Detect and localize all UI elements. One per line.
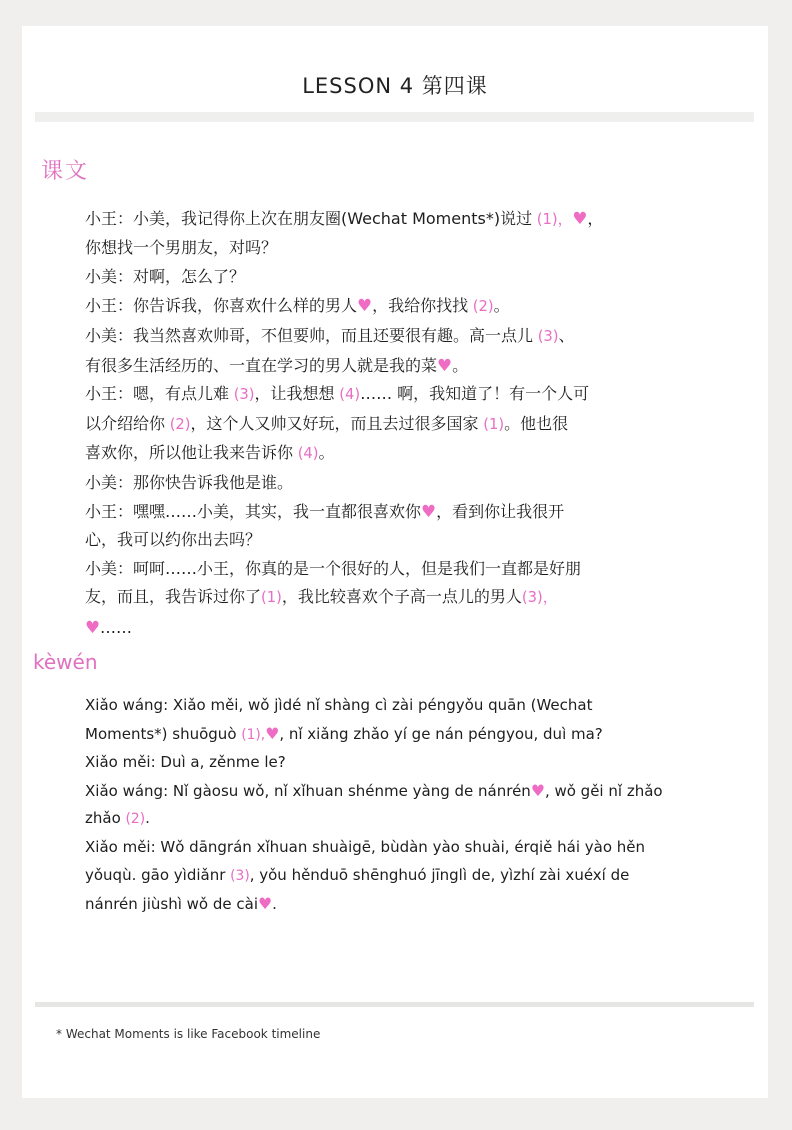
dialogue-line bbox=[85, 380, 725, 409]
dialogue-line bbox=[85, 291, 725, 321]
dialogue-line bbox=[85, 862, 725, 891]
reference-number: (1) bbox=[261, 589, 282, 607]
dialogue-text: , wǒ gěi nǐ zhǎo bbox=[544, 781, 663, 800]
dialogue-text: 小美：对啊，怎么了？ bbox=[85, 266, 246, 286]
dialogue-text: , yǒu hěnduō shēnghuó jīnglì de, yìzhí zài xuéxí de bbox=[249, 865, 630, 884]
reference-number: (1), bbox=[241, 726, 266, 743]
dialogue-text: 。 bbox=[318, 443, 335, 463]
dialogue-text: 友，而且，我告诉过你了 bbox=[85, 587, 262, 607]
dialogue-text: 小美：呵呵……小王，你真的是一个很好的人，但是我们一直都是好朋 bbox=[85, 558, 582, 578]
section-heading-chinese: 课文 bbox=[41, 159, 90, 184]
dialogue-line bbox=[85, 720, 725, 750]
document-page bbox=[22, 26, 768, 1098]
reference-number: (2) bbox=[125, 811, 146, 828]
heart-icon: ♥ bbox=[530, 780, 545, 800]
dialogue-line bbox=[85, 234, 725, 262]
header-divider bbox=[35, 112, 754, 122]
dialogue-text: 心，我可以约你出去吗？ bbox=[85, 530, 262, 550]
dialogue-line bbox=[85, 204, 725, 234]
reference-number: (4) bbox=[293, 445, 319, 463]
dialogue-line bbox=[85, 692, 725, 720]
dialogue-text: . bbox=[272, 895, 277, 914]
dialogue-text: ，这个人又帅又好玩，而且去过很多国家 bbox=[190, 413, 479, 433]
dialogue-line bbox=[85, 322, 725, 351]
dialogue-text: 小王：嘿嘿……小美，其实，我一直都很喜欢你 bbox=[85, 502, 422, 522]
dialogue-line bbox=[85, 469, 725, 497]
dialogue-text: Xiǎo wáng: Nǐ gàosu wǒ, nǐ xǐhuan shénme yàng de nánrén bbox=[85, 781, 531, 800]
section-heading-pinyin: kèwén bbox=[33, 650, 98, 674]
heart-icon: ♥ bbox=[437, 355, 453, 376]
reference-number: (1) bbox=[478, 415, 505, 433]
dialogue-text: 小王：小美，我记得你上次在朋友圈(Wechat Moments*)说过 bbox=[85, 209, 533, 228]
dialogue-text: ， bbox=[587, 209, 604, 228]
dialogue-text: 小王：嗯，有点儿难 bbox=[85, 384, 230, 404]
reference-number: (3) bbox=[229, 386, 255, 404]
reference-number: (1)， bbox=[532, 211, 573, 228]
heart-icon: ♥ bbox=[85, 616, 101, 637]
reference-number: (3) bbox=[230, 867, 250, 884]
dialogue-text: , nǐ xiǎng zhǎo yí ge nán péngyou, duì ma? bbox=[279, 724, 603, 743]
dialogue-text: Xiǎo wáng: Xiǎo měi, wǒ jìdé nǐ shàng cì zài péngyǒu quān (Wechat bbox=[85, 696, 593, 714]
heart-icon: ♥ bbox=[257, 894, 273, 914]
dialogue-line bbox=[85, 263, 725, 291]
dialogue-text: 你想找一个男朋友，对吗？ bbox=[85, 238, 278, 258]
dialogue-text: 。他也很 bbox=[504, 413, 569, 433]
dialogue-line bbox=[85, 526, 725, 554]
dialogue-text: 喜欢你，所以他让我来告诉你 bbox=[85, 443, 294, 463]
dialogue-text: 以介绍给你 bbox=[85, 413, 166, 433]
dialogue-text: 有很多生活经历的、一直在学习的男人就是我的菜 bbox=[85, 356, 438, 376]
dialogue-text: …… 啊，我知道了！有一个人可 bbox=[360, 384, 590, 404]
reference-number: (3)， bbox=[521, 589, 558, 607]
dialogue-line bbox=[85, 834, 725, 862]
dialogue-line bbox=[85, 351, 725, 380]
dialogue-text: Xiǎo měi: Duì a, zěnme le? bbox=[85, 753, 286, 772]
dialogue-text: ，我给你找找 bbox=[372, 296, 469, 316]
dialogue-text: ，让我想想 bbox=[254, 384, 335, 404]
dialogue-line bbox=[85, 439, 725, 468]
dialogue-text: . bbox=[145, 809, 150, 828]
dialogue-text: zhǎo bbox=[85, 809, 126, 828]
pinyin-dialogue bbox=[85, 692, 725, 919]
heart-icon: ♥ bbox=[421, 501, 437, 522]
dialogue-text: nánrén jiùshì wǒ de cài bbox=[85, 895, 258, 914]
dialogue-line bbox=[85, 583, 725, 612]
heart-icon: ♥ bbox=[357, 295, 373, 316]
dialogue-text: 小美：那你快告诉我他是谁。 bbox=[85, 472, 294, 492]
reference-number: (2) bbox=[165, 415, 191, 433]
dialogue-line bbox=[85, 777, 725, 806]
dialogue-text: ，我比较喜欢个子高一点儿的男人 bbox=[281, 587, 522, 607]
heart-icon: ♥ bbox=[265, 723, 280, 743]
reference-number: (4) bbox=[334, 386, 361, 404]
dialogue-line bbox=[85, 749, 725, 777]
dialogue-text: Xiǎo měi: Wǒ dāngrán xǐhuan shuàigē, bùdàn yào shuài, érqiě hái yào hěn bbox=[85, 837, 646, 856]
heart-icon: ♥ bbox=[572, 208, 588, 228]
reference-number: (3) bbox=[533, 327, 559, 345]
dialogue-line bbox=[85, 613, 725, 642]
dialogue-text: 。 bbox=[493, 296, 510, 316]
dialogue-line bbox=[85, 555, 725, 583]
footer-divider bbox=[35, 1002, 754, 1007]
dialogue-line bbox=[85, 890, 725, 919]
dialogue-line bbox=[85, 410, 725, 439]
dialogue-line bbox=[85, 497, 725, 526]
dialogue-text: yǒuqù. gāo yìdiǎnr bbox=[85, 865, 231, 884]
reference-number: (2) bbox=[468, 298, 494, 316]
dialogue-text: Moments*) shuōguò bbox=[85, 724, 242, 743]
dialogue-text: …… bbox=[100, 617, 133, 637]
dialogue-text: ，看到你让我很开 bbox=[436, 502, 565, 522]
dialogue-text: 小王：你告诉我，你喜欢什么样的男人 bbox=[85, 296, 358, 316]
dialogue-text: 。 bbox=[452, 356, 469, 376]
dialogue-line bbox=[85, 805, 725, 834]
footnote: * Wechat Moments is like Facebook timeline bbox=[56, 1027, 321, 1041]
dialogue-text: 小美：我当然喜欢帅哥，不但要帅，而且还要很有趣。高一点儿 bbox=[85, 325, 534, 345]
lesson-title: LESSON 4 第四课 bbox=[302, 74, 488, 98]
dialogue-text: 、 bbox=[558, 325, 575, 345]
chinese-dialogue bbox=[85, 204, 725, 642]
